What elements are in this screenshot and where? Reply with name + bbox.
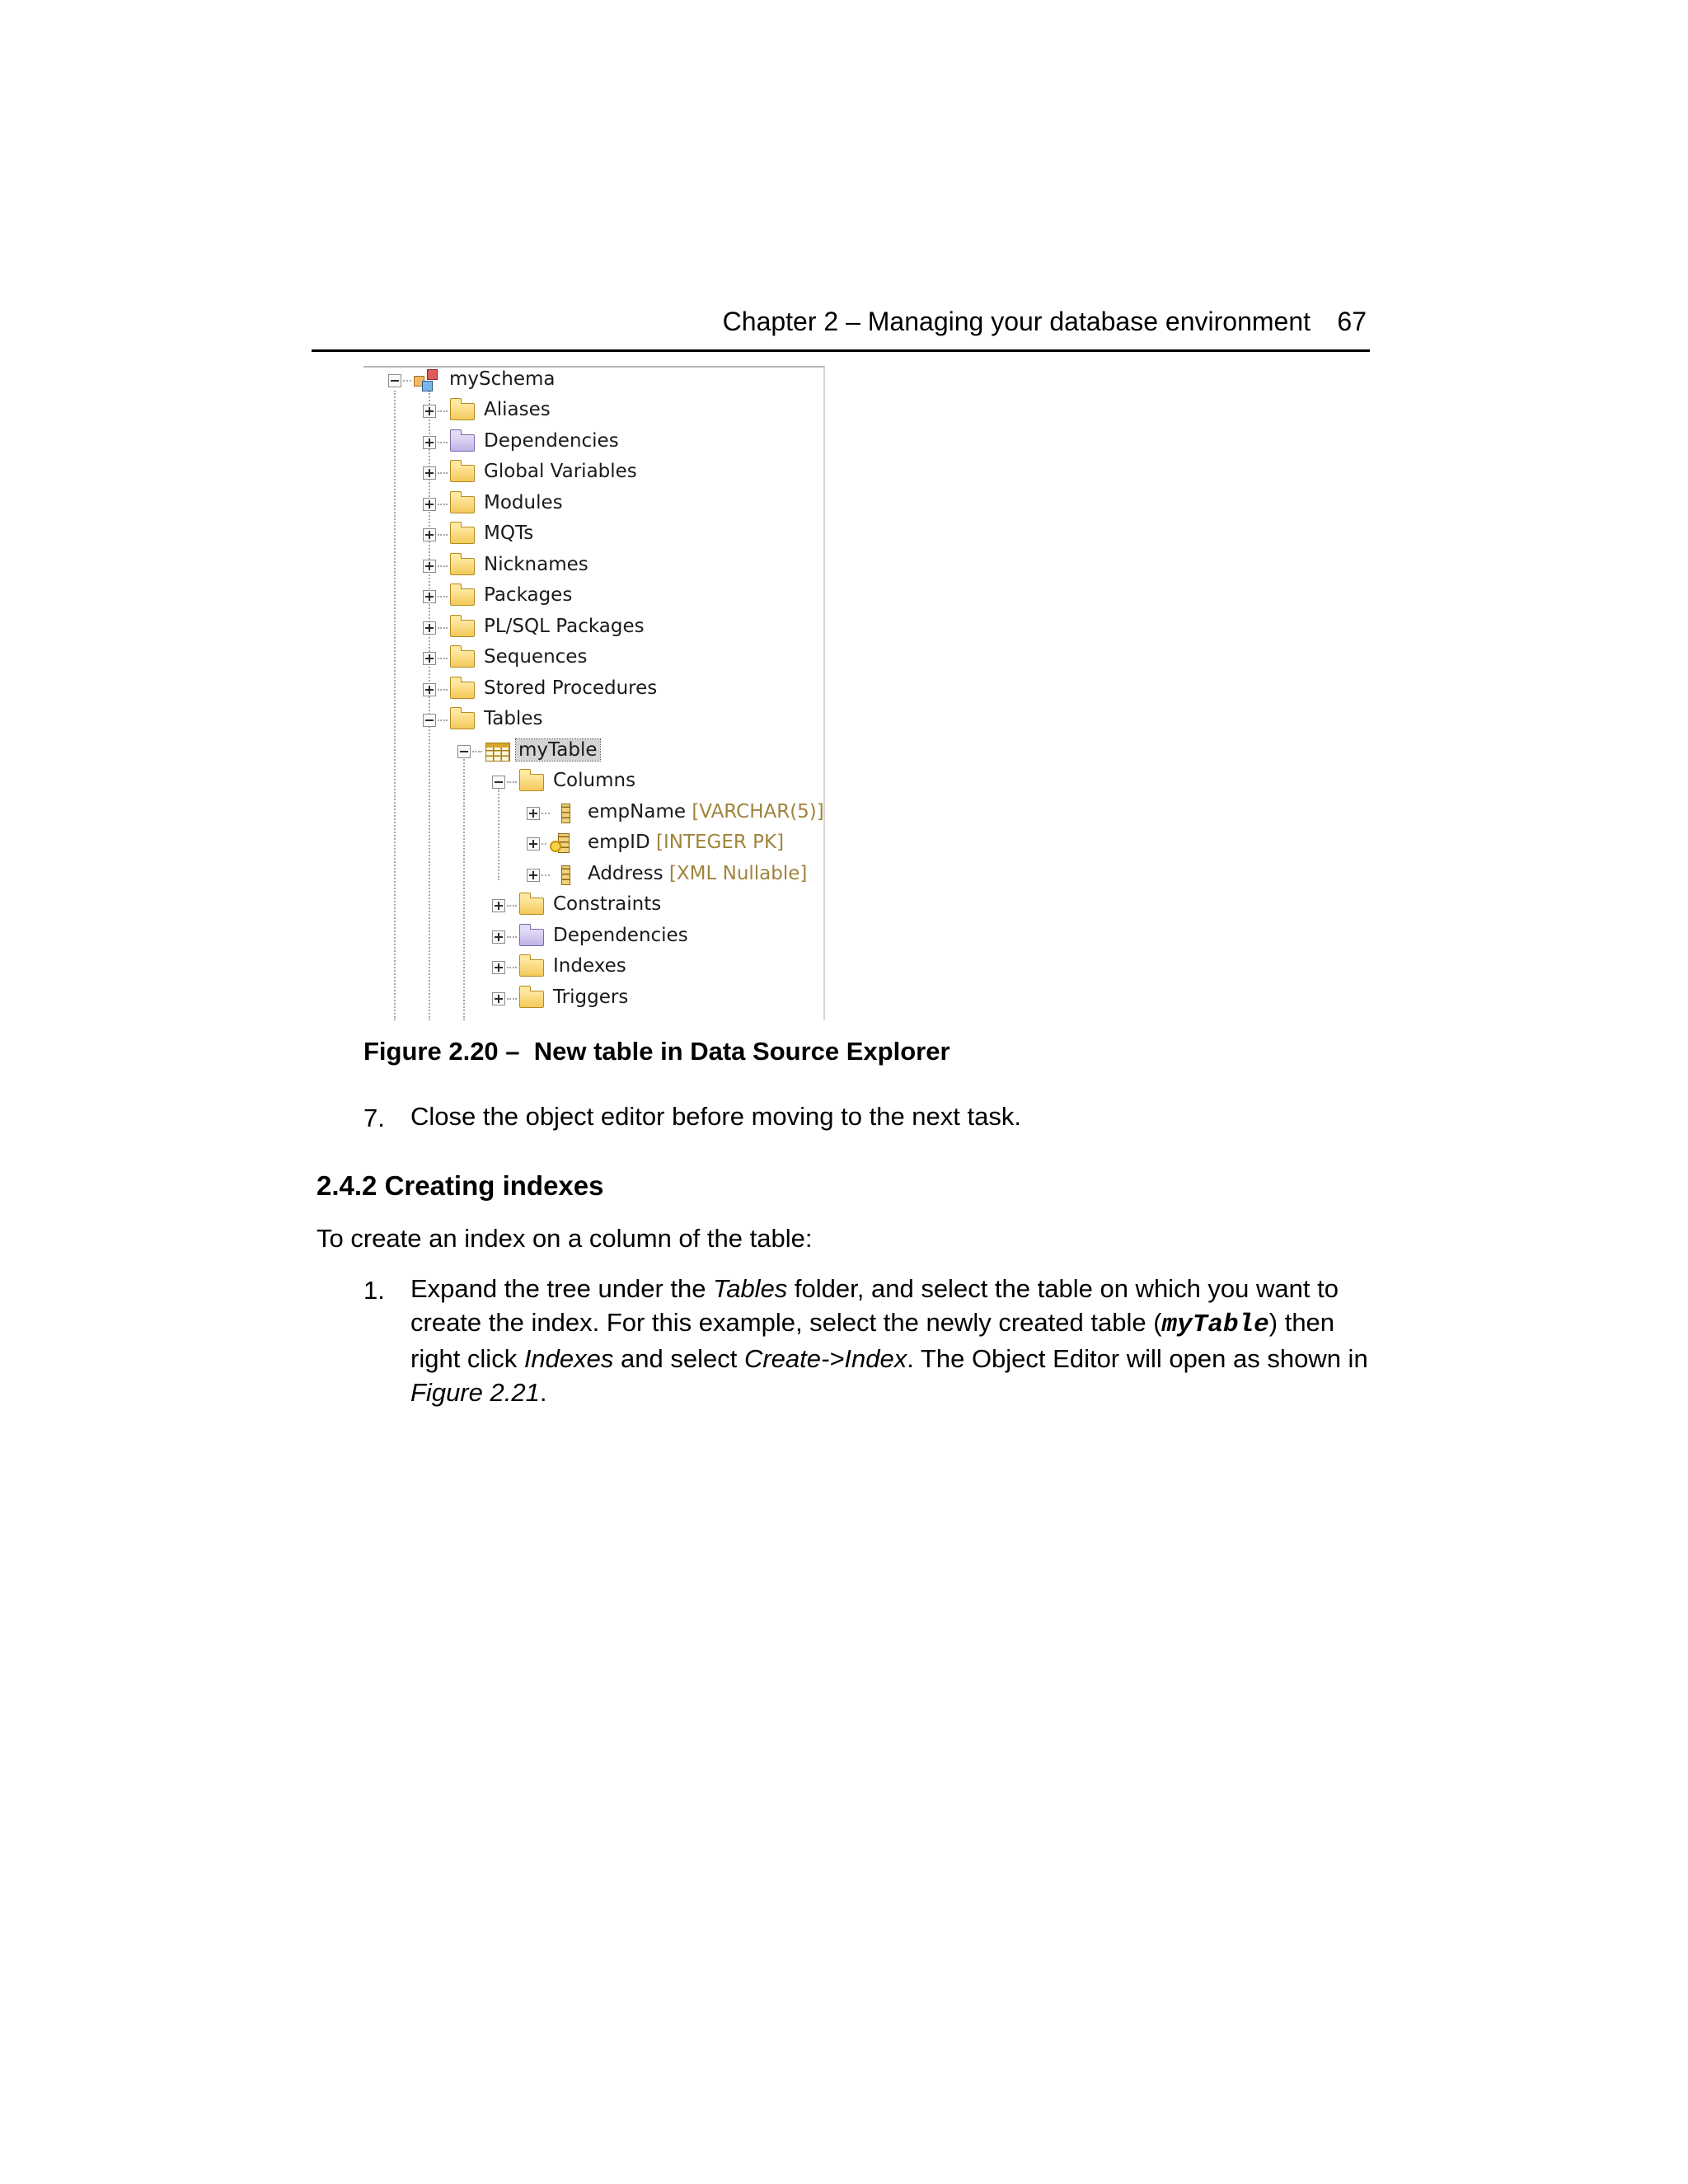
tree-connector — [542, 874, 550, 876]
folder-label: PL/SQL Packages — [484, 616, 645, 637]
folder-label: Columns — [553, 770, 636, 791]
tree-node-folder[interactable] — [363, 583, 823, 608]
step-text-part: . — [539, 1378, 547, 1407]
tree-connector — [438, 596, 448, 598]
folder-label: Constraints — [553, 893, 662, 915]
tree-node-folder[interactable] — [363, 491, 823, 516]
folder-icon — [519, 898, 544, 915]
expand-toggle-icon[interactable] — [423, 652, 436, 665]
folder-label: Packages — [484, 584, 573, 606]
folder-label: Nicknames — [484, 554, 588, 575]
tree-connector — [438, 442, 448, 443]
folder-label: MQTs — [484, 523, 534, 544]
tree-node-folder[interactable] — [363, 553, 823, 578]
tree-node-folder-columns[interactable] — [363, 769, 823, 794]
step-text-part: ) then right click — [410, 1308, 1335, 1373]
tree-node-folder[interactable] — [363, 893, 823, 917]
folder-label: Modules — [484, 492, 563, 513]
column-type: [XML Nullable] — [668, 863, 808, 884]
column-name: Address — [588, 863, 663, 884]
primary-key-column-icon — [550, 833, 571, 853]
tree-node-folder[interactable] — [363, 924, 823, 949]
tree-connector — [403, 380, 411, 382]
folder-icon — [450, 588, 475, 606]
expand-toggle-icon[interactable] — [527, 869, 540, 882]
tree-connector — [438, 627, 448, 629]
folder-label: Global Variables — [484, 461, 637, 482]
folder-icon — [519, 991, 544, 1008]
tree-connector — [438, 410, 448, 412]
step-text-part: . The Object Editor will open as shown in — [907, 1344, 1368, 1373]
column-type: [VARCHAR(5)] — [692, 801, 824, 823]
tree-node-column[interactable] — [363, 862, 823, 887]
tree-node-column[interactable] — [363, 800, 823, 825]
section-heading: 2.4.2 Creating indexes — [316, 1170, 604, 1201]
folder-icon — [519, 774, 544, 791]
column-name: empName — [588, 801, 687, 823]
folder-label: Dependencies — [484, 430, 619, 452]
folder-purple-icon — [450, 434, 475, 452]
folder-icon — [450, 496, 475, 513]
step-text-emphasis: Figure 2.21 — [410, 1378, 540, 1407]
column-name: empID — [588, 832, 650, 853]
tree-connector — [438, 689, 448, 691]
tree-connector — [438, 534, 448, 536]
tree-connector — [542, 843, 546, 845]
table-label: myTable — [516, 739, 600, 761]
folder-label: Tables — [484, 708, 543, 729]
figure-caption: Figure 2.20 – New table in Data Source Explorer — [363, 1037, 950, 1066]
expand-toggle-icon[interactable] — [423, 590, 436, 603]
step-text-emphasis: Indexes — [523, 1344, 614, 1373]
expand-toggle-icon[interactable] — [492, 899, 505, 912]
tree-node-folder[interactable] — [363, 986, 823, 1010]
tree-guide-line — [463, 757, 465, 1020]
tree-node-folder[interactable] — [363, 429, 823, 454]
column-icon — [561, 804, 570, 823]
tree-connector — [507, 998, 517, 1000]
column-label — [588, 832, 784, 853]
tree-node-folder[interactable] — [363, 460, 823, 485]
tree-connector — [507, 936, 517, 938]
page-header — [312, 302, 1370, 352]
folder-icon — [450, 620, 475, 637]
folder-label: Sequences — [484, 646, 588, 668]
step-text: Close the object editor before moving to the next task. — [410, 1102, 1021, 1131]
tree-connector — [542, 813, 550, 814]
expand-toggle-icon[interactable] — [423, 436, 436, 449]
expand-toggle-icon[interactable] — [423, 405, 436, 418]
tree-node-folder[interactable] — [363, 677, 823, 701]
tree-node-folder[interactable] — [363, 954, 823, 979]
expand-toggle-icon[interactable] — [423, 621, 436, 635]
tree-connector — [438, 565, 448, 567]
schema-icon — [414, 369, 438, 391]
column-icon — [561, 865, 570, 885]
folder-icon — [450, 712, 475, 729]
folder-icon — [450, 650, 475, 668]
schema-label: mySchema — [449, 368, 556, 390]
tree-node-schema[interactable] — [363, 368, 823, 392]
chapter-title: Chapter 2 – Managing your database environment — [722, 307, 1311, 336]
step-text-part: folder, and select the table on which you want to create the index. For this example, select the newly created table ( — [410, 1274, 1339, 1337]
folder-icon — [450, 558, 475, 575]
collapse-toggle-icon[interactable] — [492, 776, 505, 789]
folder-label: Indexes — [553, 955, 626, 977]
expand-toggle-icon[interactable] — [423, 560, 436, 573]
expand-toggle-icon[interactable] — [423, 498, 436, 511]
section-intro: To create an index on a column of the table: — [316, 1224, 813, 1253]
column-label — [588, 801, 824, 823]
step-text-emphasis: Tables — [713, 1274, 788, 1303]
tree-connector — [438, 658, 448, 659]
folder-icon — [450, 465, 475, 482]
folder-icon — [450, 682, 475, 699]
collapse-toggle-icon[interactable] — [457, 745, 471, 758]
expand-toggle-icon[interactable] — [423, 466, 436, 480]
folder-icon — [519, 959, 544, 977]
expand-toggle-icon[interactable] — [492, 961, 505, 974]
tree-connector — [472, 751, 482, 752]
expand-toggle-icon[interactable] — [492, 930, 505, 944]
tree-connector — [507, 967, 517, 968]
folder-icon — [450, 527, 475, 544]
tree-connector — [438, 719, 448, 721]
tree-node-folder[interactable] — [363, 398, 823, 423]
data-source-explorer-tree — [363, 366, 825, 1020]
expand-toggle-icon[interactable] — [527, 807, 540, 820]
collapse-toggle-icon[interactable] — [423, 714, 436, 727]
tree-node-folder[interactable] — [363, 522, 823, 546]
step-text-emphasis: Create->Index — [743, 1344, 907, 1373]
folder-label: Dependencies — [553, 925, 688, 946]
step-text-part: Expand the tree under the — [410, 1274, 714, 1303]
table-icon — [485, 743, 510, 762]
tree-connector — [507, 905, 517, 907]
tree-connector — [438, 472, 448, 474]
tree-node-table[interactable] — [363, 738, 823, 763]
step-number: 7. — [363, 1104, 385, 1132]
expand-toggle-icon[interactable] — [527, 837, 540, 851]
page-number: 67 — [1337, 307, 1367, 336]
folder-icon — [450, 403, 475, 420]
tree-connector — [438, 504, 448, 505]
folder-purple-icon — [519, 929, 544, 946]
tree-connector — [507, 781, 517, 783]
step-number: 1. — [363, 1276, 385, 1305]
folder-label: Triggers — [553, 987, 629, 1008]
folder-label: Aliases — [484, 399, 551, 420]
folder-label: Stored Procedures — [484, 677, 658, 699]
tree-node-folder[interactable] — [363, 615, 823, 640]
expand-toggle-icon[interactable] — [423, 528, 436, 541]
tree-node-folder[interactable] — [363, 645, 823, 670]
step-text — [410, 1272, 1368, 1409]
tree-node-column[interactable] — [363, 831, 823, 855]
column-type: [INTEGER PK] — [655, 832, 785, 853]
collapse-toggle-icon[interactable] — [388, 374, 401, 387]
column-label — [588, 863, 807, 884]
tree-node-folder-tables[interactable] — [363, 707, 823, 732]
step-text-part: and select — [613, 1344, 744, 1373]
expand-toggle-icon[interactable] — [492, 992, 505, 1005]
step-code: myTable — [1161, 1310, 1269, 1339]
expand-toggle-icon[interactable] — [423, 683, 436, 696]
